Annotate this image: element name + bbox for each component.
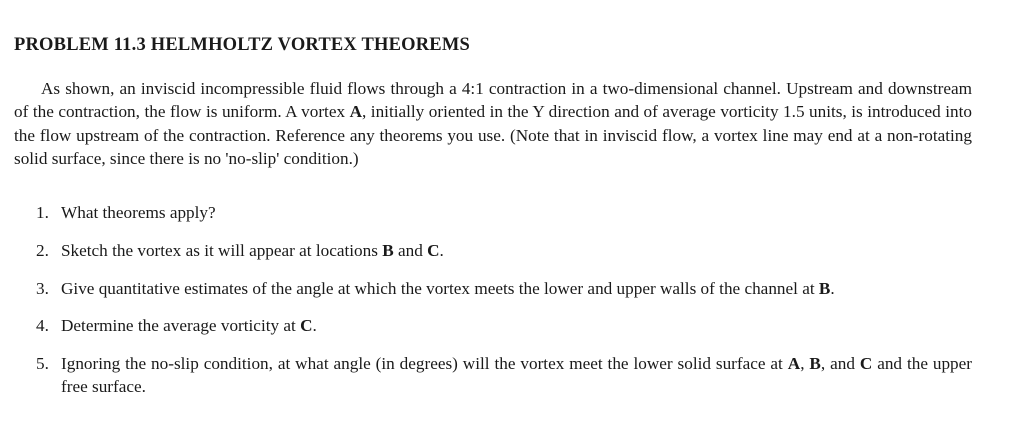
question-number: 3. [36, 278, 49, 298]
location-label: B [809, 354, 821, 374]
location-label: C [300, 316, 313, 336]
location-label: A [787, 354, 801, 374]
question-item [14, 314, 972, 337]
question-item [14, 201, 972, 224]
location-label: C [859, 354, 873, 374]
vortex-label-a: A [349, 102, 362, 122]
question-item [14, 277, 972, 300]
statement-text: As shown, an inviscid incompressible fluid flows through a 4:1 contraction in a two-dimensional channel. Upstream and downstream of the contraction, the flow is uniform. A vortex [14, 79, 972, 122]
question-text: Give quantitative estimates of the angle at which the vortex meets the lower and upper walls of the channel at [61, 278, 819, 298]
question-text: . [439, 240, 444, 260]
question-text: and the upper free surface. [61, 354, 973, 397]
question-item [14, 239, 972, 262]
problem-title: PROBLEM 11.3 HELMHOLTZ VORTEX THEOREMS [14, 35, 470, 55]
location-label: B [818, 278, 831, 298]
question-item [14, 352, 972, 399]
question-text: , and [820, 354, 860, 374]
question-list [14, 201, 972, 413]
location-label: C [427, 240, 440, 260]
question-text: What theorems apply? [61, 203, 216, 222]
question-text: Determine the average vorticity at [61, 316, 301, 336]
question-text: Sketch the vortex as it will appear at locations [61, 240, 383, 260]
question-text: . [312, 316, 317, 336]
statement-text: , initially oriented in the Y direction and of average vorticity 1.5 units, is introduced into the flow upstream of the contraction. Reference any theorems you use. (Note that in inviscid flow, a vortex line may end at a non-rotating solid surface, since there is no 'no-slip' condition.) [14, 102, 973, 168]
question-number: 2. [36, 240, 49, 260]
question-text: . [830, 278, 835, 298]
question-number: 5. [36, 354, 49, 374]
question-number: 1. [36, 203, 49, 222]
problem-statement [14, 77, 972, 170]
question-text: Ignoring the no-slip condition, at what angle (in degrees) will the vortex meet the lower solid surface at [61, 354, 788, 374]
question-text: , [800, 354, 810, 374]
question-number: 4. [36, 316, 49, 336]
location-label: B [382, 240, 394, 260]
question-text: and [393, 240, 428, 260]
